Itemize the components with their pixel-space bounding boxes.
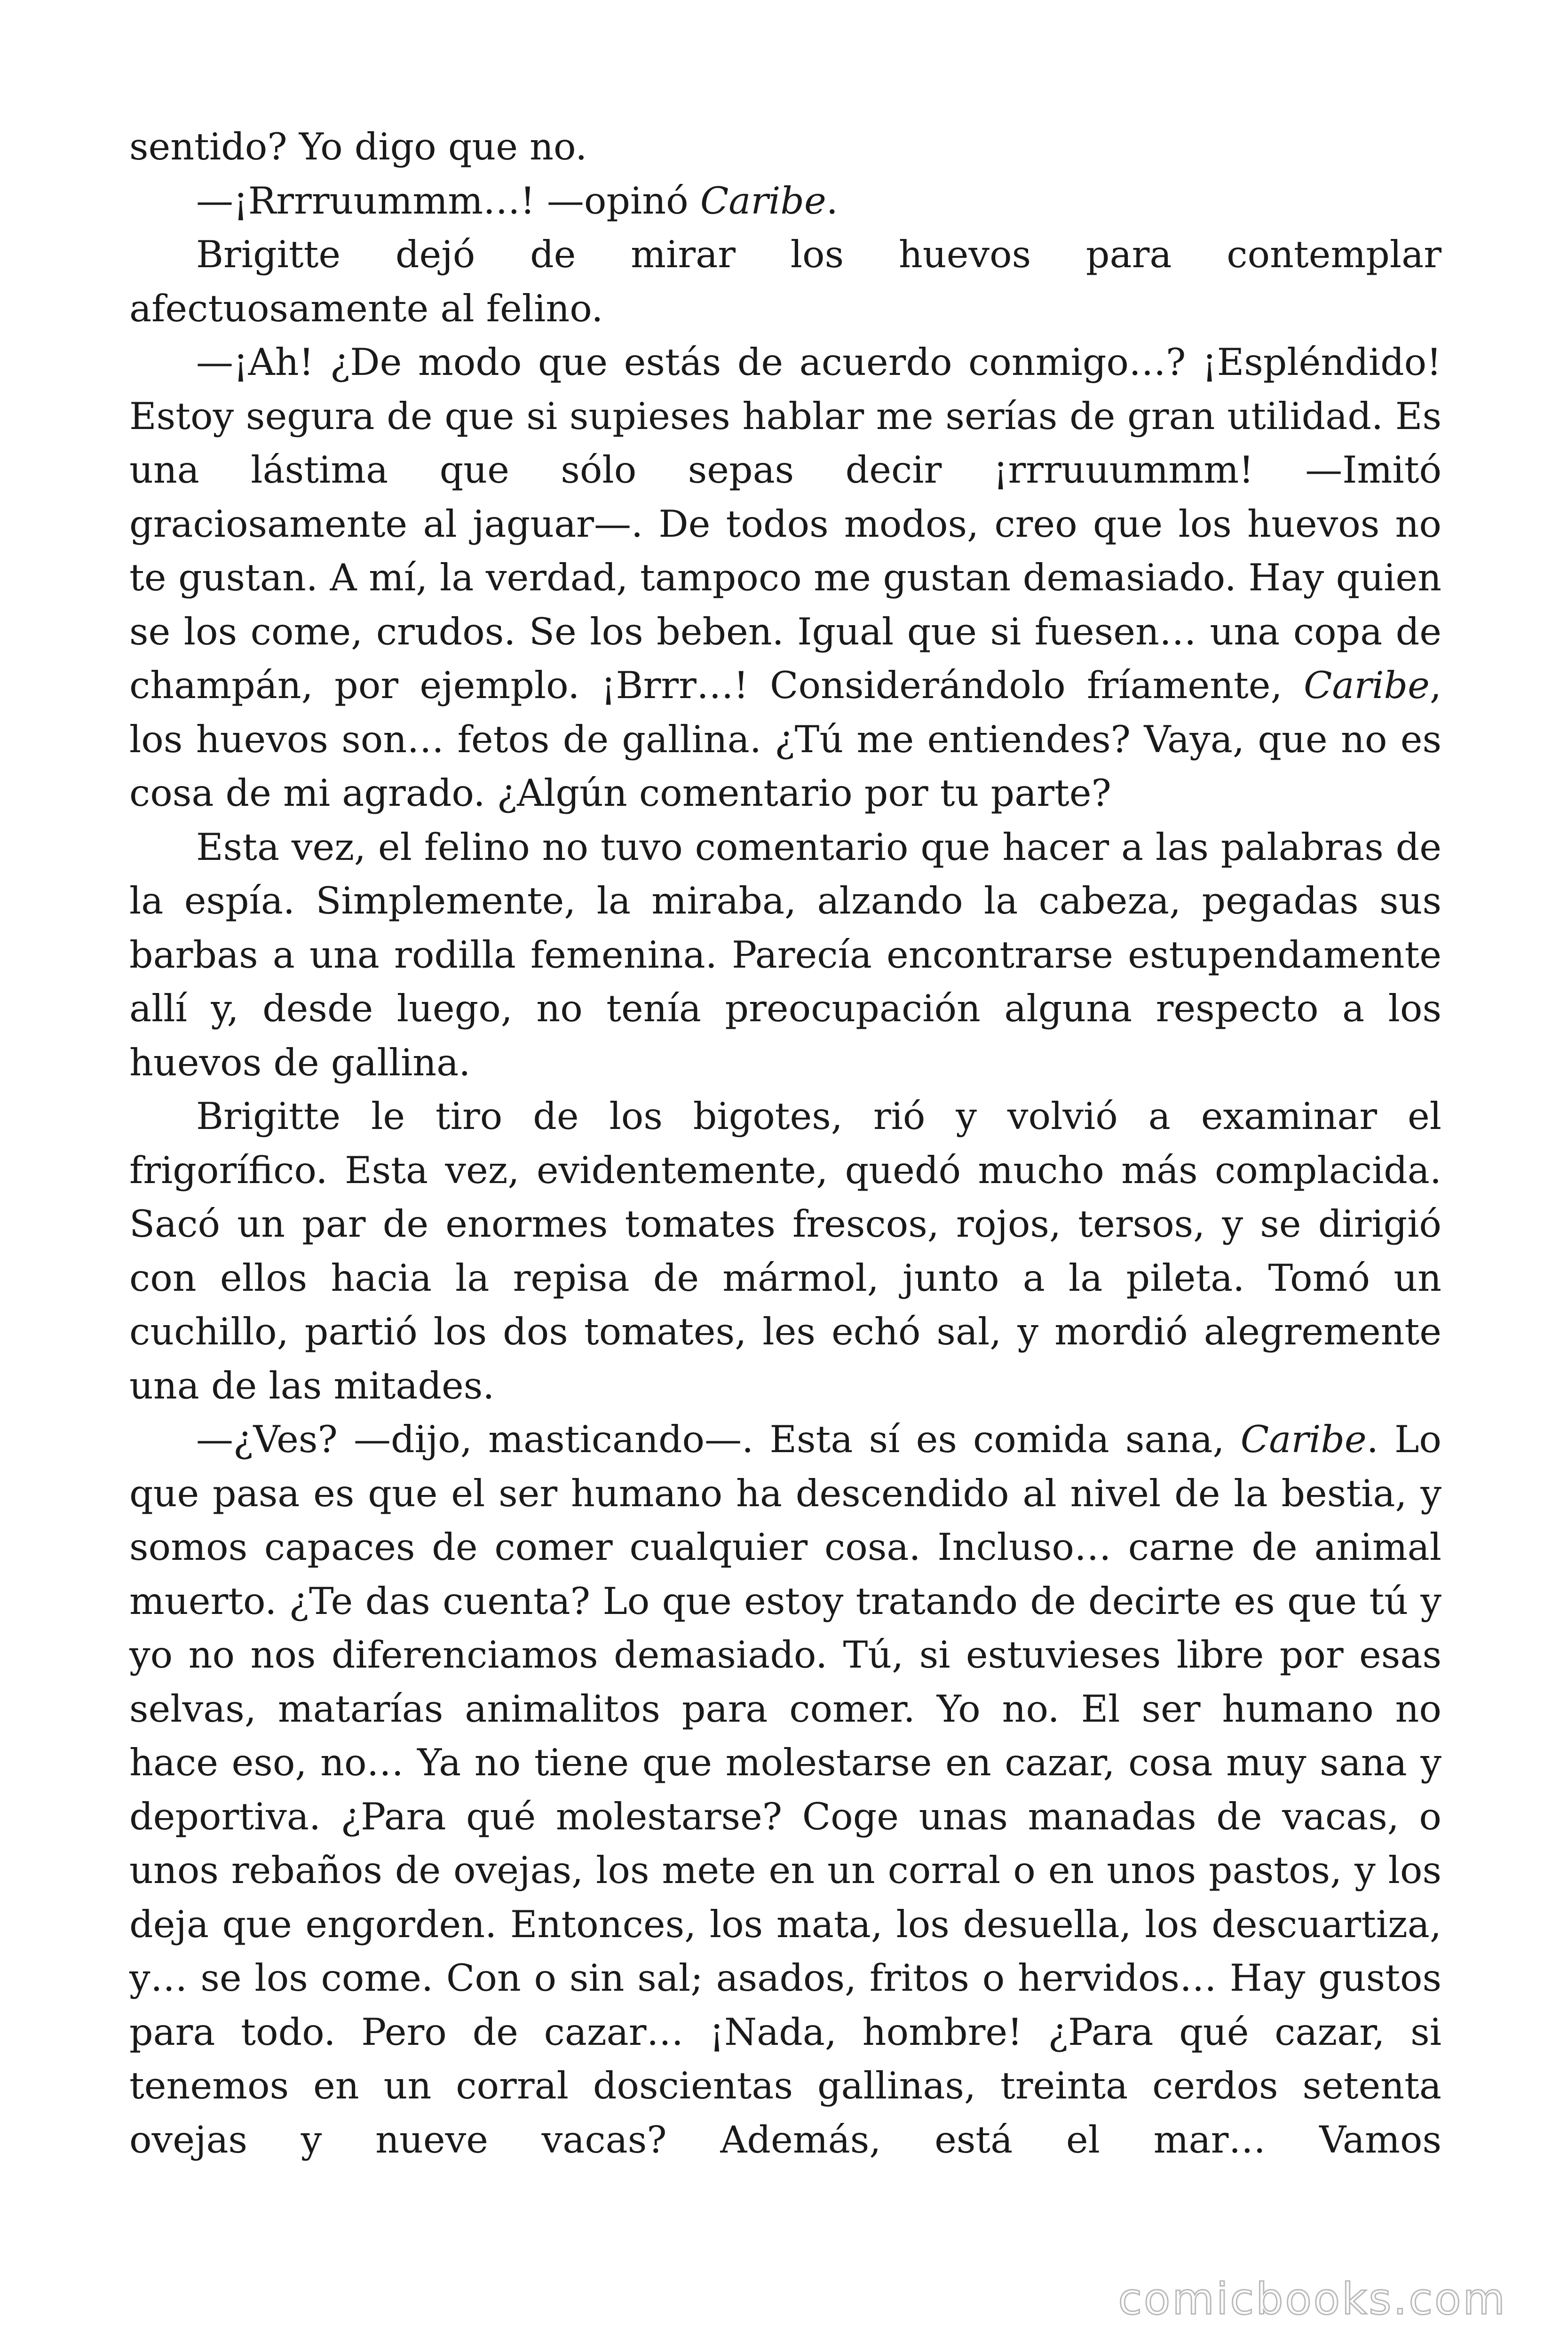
paragraph <box>129 820 1441 1090</box>
watermark: comicbooks.com <box>1118 2274 1507 2324</box>
text-run: Esta vez, el felino no tuvo comentario que hacer a las palabras de la espía. Simplemente, la miraba, alzando la cabeza, pegadas sus barbas a una rodilla femenina. Parecía encontrarse estupendamente allí y, desde luego, no tenía preocupación alguna respecto a los huevos de gallina. <box>129 825 1441 1084</box>
text-run: Brigitte le tiro de los bigotes, rió y volvió a examinar el frigorífico. Esta vez, evidentemente, quedó mucho más complacida. Sacó un par de enormes tomates frescos, rojos, tersos, y se dirigió con ellos hacia la repisa de mármol, junto a la pileta. Tomó un cuchillo, partió los dos tomates, les echó sal, y mordió alegremente una de las mitades. <box>129 1095 1441 1407</box>
paragraph <box>129 335 1441 820</box>
paragraph <box>129 1089 1441 1413</box>
text-run: —¡Ah! ¿De modo que estás de acuerdo conmigo…? ¡Espléndido! Estoy segura de que si supieses hablar me serías de gran utilidad. Es una lástima que sólo sepas decir ¡rrruuummm! —Imitó graciosamente al jaguar—. De todos modos, creo que los huevos no te gustan. A mí, la verdad, tampoco me gustan demasiado. Hay quien se los come, crudos. Se los beben. Igual que si fuesen… una copa de champán, por ejemplo. ¡Brrr…! Considerándolo fríamente, <box>129 341 1441 707</box>
body-text <box>129 120 1441 2167</box>
text-run: , los huevos son… fetos de gallina. ¿Tú me entiendes? Vaya, que no es cosa de mi agrado. ¿Algún comentario por tu parte? <box>129 664 1441 815</box>
italic-name: Caribe <box>1303 664 1430 707</box>
paragraph <box>129 120 1441 174</box>
paragraph <box>129 228 1441 335</box>
text-run: —¿Ves? —dijo, masticando—. Esta sí es comida sana, <box>196 1418 1241 1461</box>
text-run: . <box>826 179 838 222</box>
text-run: sentido? Yo digo que no. <box>129 125 587 168</box>
text-run: Brigitte dejó de mirar los huevos para contemplar afectuosamente al felino. <box>129 233 1441 330</box>
paragraph <box>129 1413 1441 2167</box>
italic-name: Caribe <box>700 179 826 222</box>
italic-name: Caribe <box>1240 1418 1367 1461</box>
text-run: . Lo que pasa es que el ser humano ha descendido al nivel de la bestia, y somos capaces de comer cualquier cosa. Incluso… carne de animal muerto. ¿Te das cuenta? Lo que estoy tratando de decirte es que tú y yo no nos diferenciamos demasiado. Tú, si estuvieses libre por esas selvas, matarías animalitos para comer. Yo no. El ser humano no hace eso, no… Ya no tiene que molestarse en cazar, cosa muy sana y deportiva. ¿Para qué molestarse? Coge unas manadas de vacas, o unos rebaños de ovejas, los mete en un corral o en unos pastos, y los deja que engorden. Entonces, los mata, los desuella, los descuartiza, y… se los come. Con o sin sal; asados, fritos o hervidos… Hay gustos para todo. Pero de cazar… ¡Nada, hombre! ¿Para qué cazar, si tenemos en un corral doscientas gallinas, treinta cerdos setenta ovejas y nueve vacas? Además, está el mar… Vamos <box>129 1418 1441 2161</box>
text-run: —¡Rrrruummm…! —opinó <box>196 179 700 222</box>
paragraph <box>129 174 1441 228</box>
